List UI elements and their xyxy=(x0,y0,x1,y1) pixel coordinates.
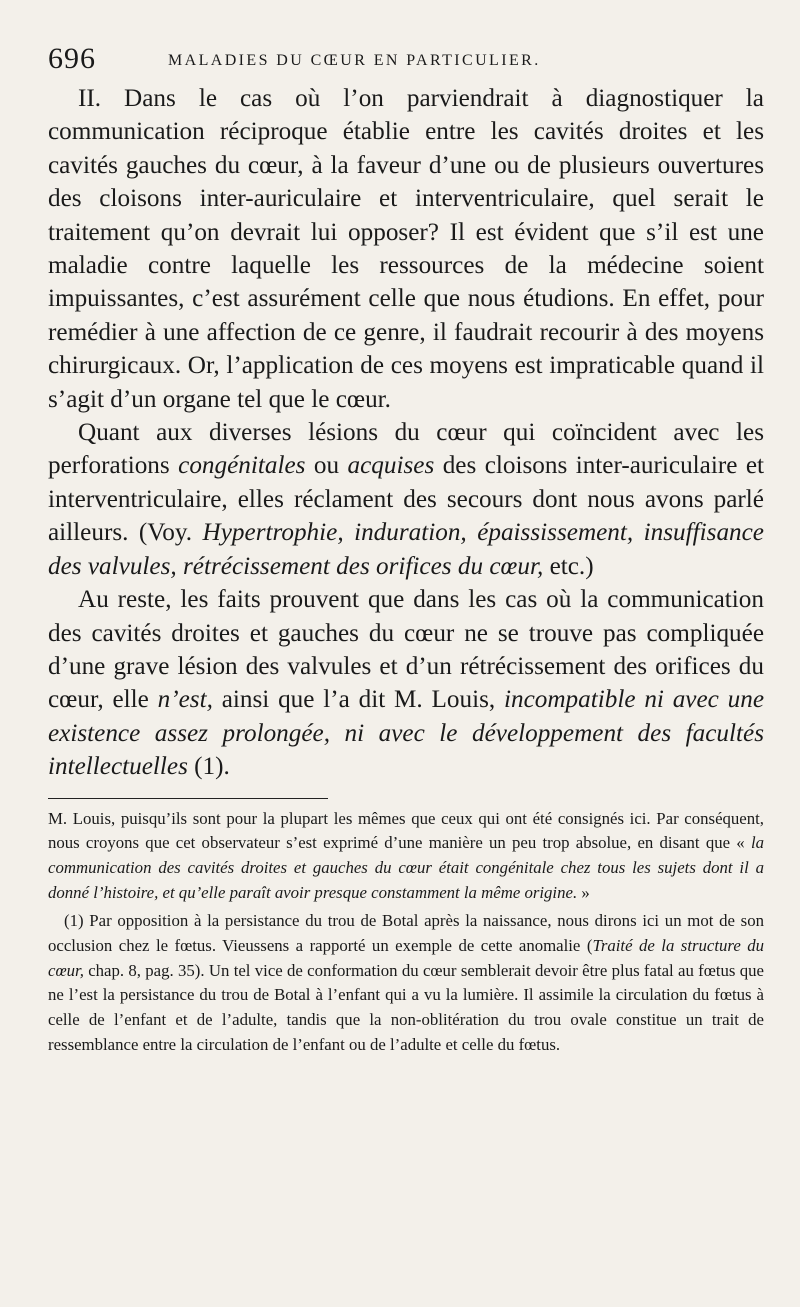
footnote-continuation xyxy=(48,807,764,906)
p3-footnote-ref: (1). xyxy=(194,753,230,781)
running-head: MALADIES DU CŒUR EN PARTICULIER. xyxy=(168,52,541,69)
page-number: 696 xyxy=(48,42,96,75)
p2-italic-congenitales: congénitales xyxy=(178,452,306,480)
footnotes xyxy=(48,807,764,1058)
paragraph-2 xyxy=(48,416,764,583)
book-page xyxy=(48,42,764,1058)
p2-italic-acquises: acquises xyxy=(347,452,435,480)
p2-italic-references: Hypertrophie, induration, épaississement, insuffisance des valvules, rétrécissement des orifices du cœur, xyxy=(48,519,764,580)
p3-text-b: ainsi que l’a dit M. Louis, xyxy=(221,686,496,714)
paragraph-3 xyxy=(48,583,764,783)
page-header xyxy=(48,42,764,82)
fn1-italic-title: Traité de la structure du cœur, xyxy=(48,936,765,980)
p2-text-d: etc.) xyxy=(549,552,594,580)
note-cont-text-a: M. Louis, puisqu’ils sont pour la plupart les mêmes que ceux qui ont été consignés ici. Par conséquent, nous croyons que cet observateur s’est exprimé d’une manière un peu trop absolue, en disant que « xyxy=(48,808,764,853)
main-text xyxy=(48,82,764,784)
footnote-rule xyxy=(48,798,328,799)
p3-italic-nest: n’est, xyxy=(157,686,213,714)
fn1-text-a: (1) Par opposition à la persistance du trou de Botal après la naissance, nous dirons ici un mot de son occlusion chez le fœtus. Vieussens a rapporté un exemple de cette anomalie ( xyxy=(48,911,764,956)
p2-text-b: ou xyxy=(313,452,340,480)
p3-italic-quote: incompatible ni avec une existence assez prolongée, ni avec le développement des facultés intellectuelles xyxy=(48,686,765,781)
footnote-1 xyxy=(48,909,764,1057)
fn1-text-b: chap. 8, pag. 35). Un tel vice de conformation du cœur semblerait devoir être plus fatal au fœtus que ne l’est la persistance du trou de Botal à l’enfant qui a vu la lumière. Il assimile la circulation du fœtus à celle de l’enfant et de l’adulte, tandis que la non-oblitération du trou ovale constitue un trait de ressemblance entre la circulation de l’enfant ou de l’adulte et celle du fœtus. xyxy=(48,960,764,1054)
p3-text-a: Au reste, les faits prouvent que dans les cas où la communication des cavités droites et gauches du cœur ne se trouve pas compliquée d’une grave lésion des valvules et d’un rétrécissement des orifices du cœur, elle xyxy=(48,586,764,714)
paragraph-1: II. Dans le cas où l’on parviendrait à diagnostiquer la communication réciproque établie entre les cavités droites et les cavités gauches du cœur, à la faveur d’une ou de plusieurs ouvertures des cloisons inter-auriculaire et interventriculaire, quel serait le traitement qu’on devrait lui opposer? Il est évident que s’il est une maladie contre laquelle les ressources de la médecine soient impuissantes, c’est assurément celle que nous étudions. En effet, pour remédier à une affection de ce genre, il faudrait recourir à des moyens chirurgicaux. Or, l’application de ces moyens est impraticable quand il s’agit d’un organe tel que le cœur. xyxy=(48,85,764,413)
p2-text-a: Quant aux diverses lésions du cœur qui coïncident avec les perforations xyxy=(48,419,764,480)
note-cont-italic: la communication des cavités droites et gauches du cœur était congénitale chez tous les sujets dont il a donné l’histoire, et qu’elle paraît avoir presque constamment la même origine. xyxy=(48,833,765,902)
note-cont-text-b: » xyxy=(581,882,590,902)
p2-text-c: des cloisons inter-auriculaire et interventriculaire, elles réclament des secours dont nous avons parlé ailleurs. (Voy. xyxy=(48,452,765,547)
